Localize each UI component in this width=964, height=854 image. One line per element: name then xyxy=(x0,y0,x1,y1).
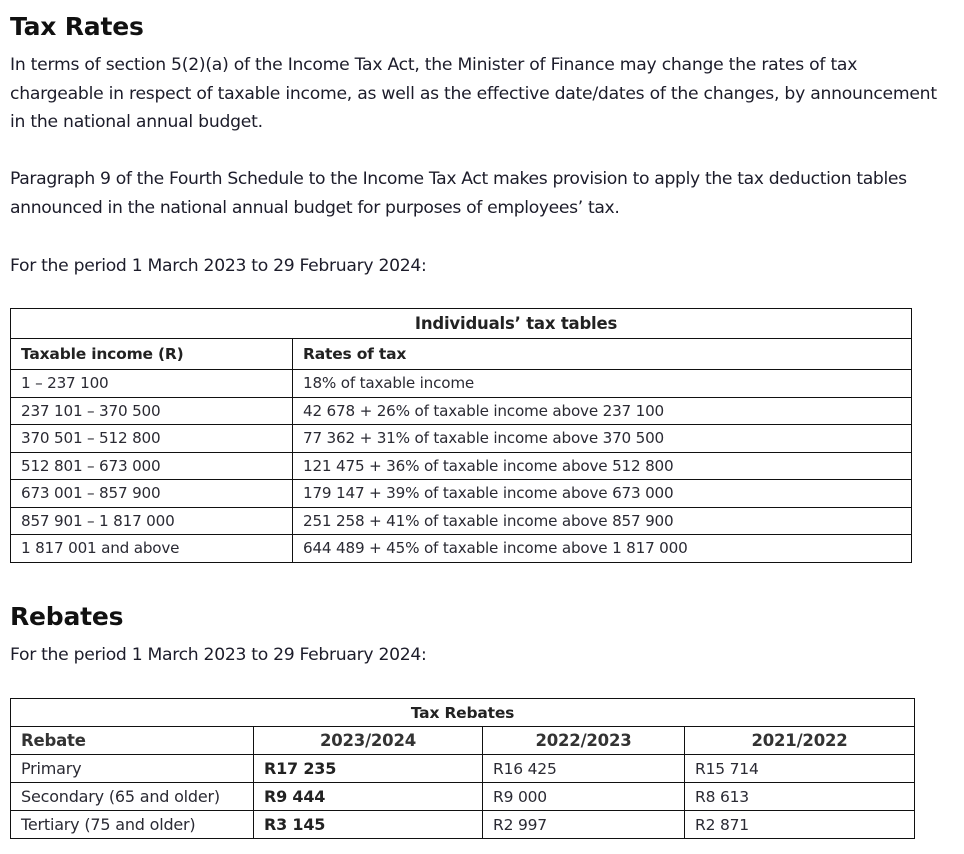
rebate-value-cell: R15 714 xyxy=(685,755,915,783)
taxable-income-cell: 1 – 237 100 xyxy=(11,370,293,398)
table-row xyxy=(11,783,915,811)
table-row xyxy=(11,507,912,535)
table-caption-row xyxy=(11,699,915,727)
rebate-value-cell: R2 997 xyxy=(483,811,685,839)
taxable-income-cell: 237 101 – 370 500 xyxy=(11,397,293,425)
rate-of-tax-cell: 121 475 + 36% of taxable income above 512 800 xyxy=(293,452,912,480)
individuals-tax-table xyxy=(10,308,912,563)
table-row xyxy=(11,535,912,563)
header-year-2023-2024: 2023/2024 xyxy=(254,727,483,755)
table-row xyxy=(11,480,912,508)
rate-of-tax-cell: 77 362 + 31% of taxable income above 370 500 xyxy=(293,425,912,453)
header-taxable-income: Taxable income (R) xyxy=(11,339,293,370)
header-rates-of-tax: Rates of tax xyxy=(293,339,912,370)
table-row xyxy=(11,755,915,783)
table-row xyxy=(11,811,915,839)
rebate-value-cell: R3 145 xyxy=(254,811,483,839)
intro-paragraph: In terms of section 5(2)(a) of the Income Tax Act, the Minister of Finance may change the rates of tax chargeable in respect of taxable income, as well as the effective date/dates of the changes, by announcement in the national annual budget. xyxy=(10,55,937,132)
rebate-value-cell: R9 000 xyxy=(483,783,685,811)
rate-of-tax-cell: 644 489 + 45% of taxable income above 1 817 000 xyxy=(293,535,912,563)
rebate-value-cell: R8 613 xyxy=(685,783,915,811)
taxable-income-cell: 673 001 – 857 900 xyxy=(11,480,293,508)
table-row xyxy=(11,425,912,453)
rebate-value-cell: R16 425 xyxy=(483,755,685,783)
tax-rebates-table xyxy=(10,698,915,839)
header-rebate: Rebate xyxy=(11,727,254,755)
rate-of-tax-cell: 251 258 + 41% of taxable income above 857 900 xyxy=(293,507,912,535)
rebate-value-cell: R2 871 xyxy=(685,811,915,839)
taxable-income-cell: 857 901 – 1 817 000 xyxy=(11,507,293,535)
rate-of-tax-cell: 42 678 + 26% of taxable income above 237 100 xyxy=(293,397,912,425)
table-row xyxy=(11,397,912,425)
rebates-table-caption: Tax Rebates xyxy=(11,699,915,727)
section-title-tax-rates: Tax Rates xyxy=(10,12,144,41)
table-caption-row xyxy=(11,309,912,339)
fourth-schedule-paragraph: Paragraph 9 of the Fourth Schedule to the Income Tax Act makes provision to apply the tax deduction tables announced in the national annual budget for purposes of employees’ tax. xyxy=(10,169,907,218)
taxable-income-cell: 370 501 – 512 800 xyxy=(11,425,293,453)
table-header-row xyxy=(11,727,915,755)
rebate-type-cell: Secondary (65 and older) xyxy=(11,783,254,811)
rate-of-tax-cell: 18% of taxable income xyxy=(293,370,912,398)
table-row xyxy=(11,452,912,480)
table-header-row xyxy=(11,339,912,370)
rebate-value-cell: R17 235 xyxy=(254,755,483,783)
rebates-period-text: For the period 1 March 2023 to 29 February 2024: xyxy=(10,645,427,665)
rebate-value-cell: R9 444 xyxy=(254,783,483,811)
rebate-type-cell: Tertiary (75 and older) xyxy=(11,811,254,839)
table-row xyxy=(11,370,912,398)
rate-of-tax-cell: 179 147 + 39% of taxable income above 673 000 xyxy=(293,480,912,508)
taxable-income-cell: 1 817 001 and above xyxy=(11,535,293,563)
section-title-rebates: Rebates xyxy=(10,602,124,631)
header-year-2021-2022: 2021/2022 xyxy=(685,727,915,755)
rebate-type-cell: Primary xyxy=(11,755,254,783)
taxable-income-cell: 512 801 – 673 000 xyxy=(11,452,293,480)
tax-table-caption: Individuals’ tax tables xyxy=(11,309,912,339)
header-year-2022-2023: 2022/2023 xyxy=(483,727,685,755)
tax-period-text: For the period 1 March 2023 to 29 February 2024: xyxy=(10,256,427,276)
